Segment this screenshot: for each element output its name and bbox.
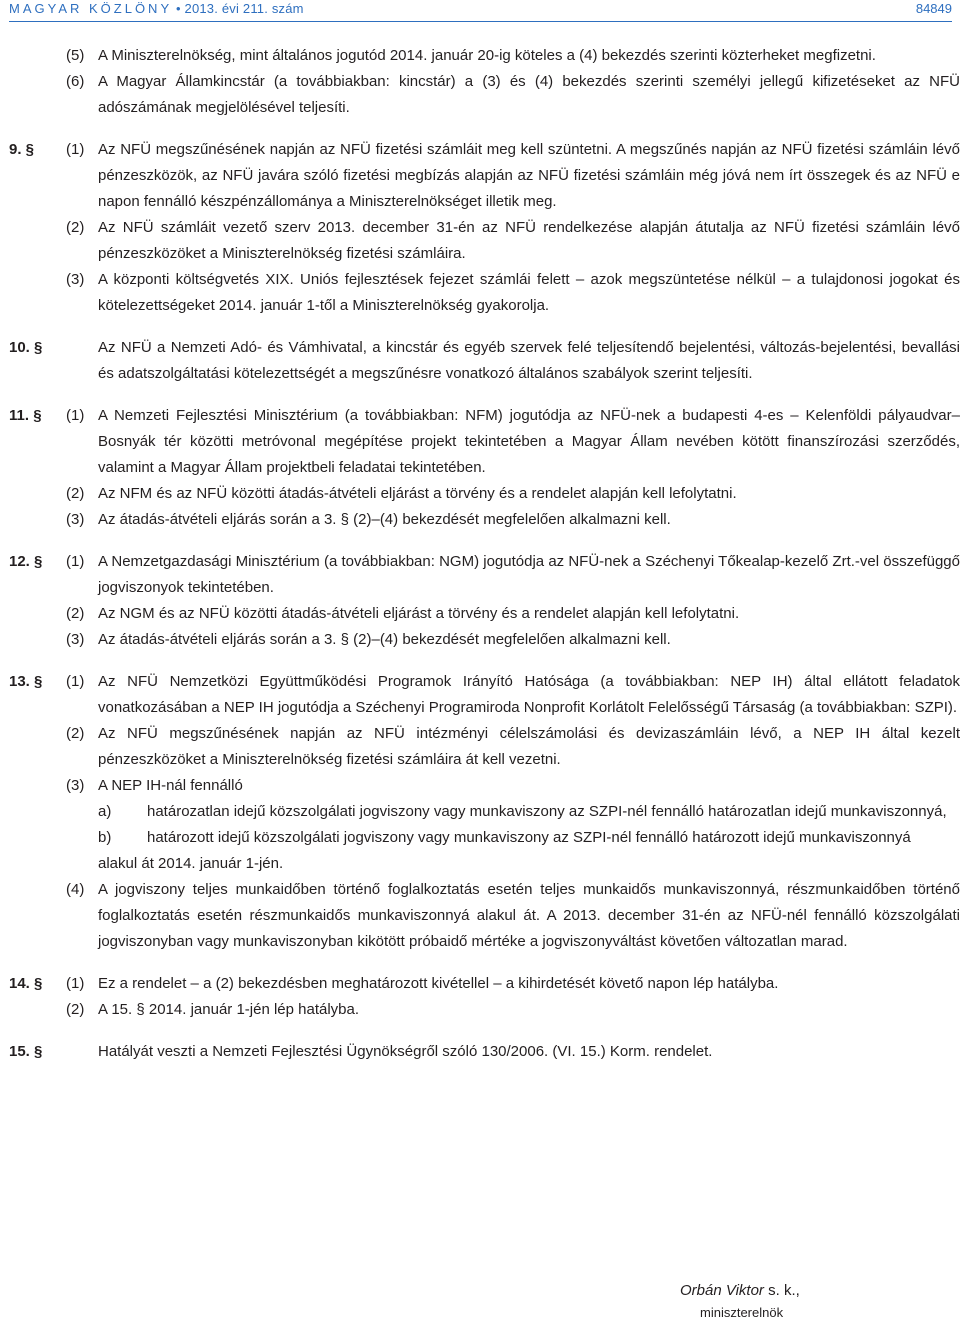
paragraph-text: A Nemzetgazdasági Minisztérium (a továbbiakban: NGM) jogutódja az NFÜ-nek a Széchenyi Tőkealap-kezelő Zrt.-vel összefüggő jogviszonyok tekintetében.: [98, 553, 960, 596]
paragraph-text: A Miniszterelnökség, mint általános jogutód 2014. január 20-ig köteles a (4) bekezdés szerinti közterheket megfizetni.: [98, 47, 876, 64]
document-body: [9, 43, 960, 1065]
signer-role: miniszterelnök: [700, 1305, 784, 1320]
paragraph-text: Hatályát veszti a Nemzeti Fejlesztési Ügynökségről szóló 130/2006. (VI. 15.) Korm. rendelet.: [98, 1043, 713, 1060]
page-number: 84849: [915, 1, 952, 16]
paragraph-tail: alakul át 2014. január 1-jén.: [98, 855, 284, 872]
article-number: 11. §: [9, 407, 42, 424]
paragraph: [9, 1039, 960, 1065]
paragraph-text: Az NFÜ Nemzetközi Együttműködési Programok Irányító Hatósága (a továbbiakban: NEP IH) által ellátott feladatok vonatkozásában a NEP IH jogutódja a Széchenyi Programiroda Nonprofit Korlátolt Felelősségű Társaság (a továbbiakban: SZPI).: [98, 673, 960, 716]
article: [9, 1039, 960, 1065]
paragraph-number: (2): [66, 485, 85, 502]
paragraph-number: (5): [66, 47, 85, 64]
paragraph: [9, 721, 960, 773]
article: [9, 971, 960, 1023]
article-number: 14. §: [9, 975, 43, 992]
page-header: [9, 0, 952, 22]
paragraph: [9, 627, 960, 653]
paragraph: [9, 137, 960, 215]
paragraph-text: Ez a rendelet – a (2) bekezdésben meghatározott kivétellel – a kihirdetését követő napon lép hatályba.: [98, 975, 779, 992]
paragraph-number: (2): [66, 1001, 85, 1018]
signer-name: Orbán Viktor: [680, 1282, 764, 1299]
paragraph-number: (2): [66, 219, 85, 236]
paragraph: [9, 601, 960, 627]
paragraph-text: A Magyar Államkincstár (a továbbiakban: kincstár) a (3) és (4) bekezdés szerinti személyi jellegű kifizetéseket az NFÜ adószámának megjelölésével teljesíti.: [98, 73, 960, 116]
paragraph-number: (3): [66, 777, 85, 794]
paragraph-text: A Nemzeti Fejlesztési Minisztérium (a továbbiakban: NFM) jogutódja az NFÜ-nek a budapesti 4-es – Kelenföldi pályaudvar–Bosnyák tér közötti metróvonal megépítése projekt tekintetében a Magyar Állam nevében kötött finanszírozási szerződés, valamint a Magyar Állam projektbeli feladatai tekintetében.: [98, 407, 960, 476]
paragraph: [9, 773, 960, 799]
paragraph-number: (2): [66, 725, 85, 742]
article-number: 13. §: [9, 673, 43, 690]
paragraph: [9, 69, 960, 121]
article: [9, 669, 960, 955]
paragraph-number: (3): [66, 631, 85, 648]
paragraph: [9, 971, 960, 997]
paragraph: [9, 335, 960, 387]
paragraph-number: (1): [66, 553, 85, 570]
header-journal-info: [9, 1, 304, 16]
paragraph-text: Az NFÜ a Nemzeti Adó- és Vámhivatal, a kincstár és egyéb szervek felé teljesítendő bejelentési, változás-bejelentési, bevallási és adatszolgáltatási kötelezettségét a megszűnésre vonatkozó általános szabályok szerint teljesíti.: [98, 339, 960, 382]
list-item-label: b): [98, 829, 112, 846]
paragraph-number: (2): [66, 605, 85, 622]
paragraph: [9, 215, 960, 267]
paragraph: [9, 877, 960, 955]
paragraph-text: A NEP IH-nál fennálló: [98, 777, 243, 794]
paragraph-text: A 15. § 2014. január 1-jén lép hatályba.: [98, 1001, 360, 1018]
paragraph: [9, 43, 960, 69]
paragraph-number: (4): [66, 881, 85, 898]
header-bullet: •: [175, 1, 181, 16]
article: [9, 335, 960, 387]
list-item-text: határozott idejű közszolgálati jogviszony vagy munkaviszony az SZPI-nél fennálló határozott idejű munkaviszonnyá: [147, 829, 911, 846]
article-number: 12. §: [9, 553, 43, 570]
paragraph-number: (1): [66, 975, 85, 992]
paragraph: [9, 669, 960, 721]
paragraph-number: (1): [66, 673, 85, 690]
paragraph: [9, 549, 960, 601]
list-item: [9, 799, 960, 825]
article-number: 15. §: [9, 1043, 43, 1060]
paragraph-number: (6): [66, 73, 85, 90]
paragraph: [9, 481, 960, 507]
paragraph-text: A jogviszony teljes munkaidőben történő foglalkoztatás esetén teljes munkaidős munkaviszonnyá, részmunkaidőben történő foglalkoztatás esetén részmunkaidős munkaviszonnyá alakul át. A 2013. december 31-én az NFÜ-nél fennálló közszolgálati jogviszonyban vagy munkaviszonyban kikötött próbaidő mértéke a jogviszonyváltást követően változatlan marad.: [98, 881, 960, 950]
paragraph-text: Az NFÜ megszűnésének napján az NFÜ intézményi célelszámolási és devizaszámláin lévő, a NEP IH által kezelt pénzeszközöket a Miniszterelnökség fizetési számláira át kell vezetni.: [98, 725, 960, 768]
article-number: 9. §: [9, 141, 35, 158]
paragraph-number: (1): [66, 407, 85, 424]
paragraph: [9, 267, 960, 319]
header-divider: [9, 21, 952, 22]
paragraph-text: Az NFM és az NFÜ közötti átadás-átvételi eljárást a törvény és a rendelet alapján kell lefolytatni.: [98, 485, 737, 502]
paragraph: [9, 997, 960, 1023]
paragraph-text: A központi költségvetés XIX. Uniós fejlesztések fejezet számlái felett – azok megszüntetése nélkül – a tulajdonosi jogokat és kötelezettségeket 2014. január 1-től a Miniszterelnökség gyakorolja.: [98, 271, 960, 314]
paragraph-number: (1): [66, 141, 85, 158]
article-number: 10. §: [9, 339, 43, 356]
article: [9, 137, 960, 319]
paragraph-text: Az NFÜ megszűnésének napján az NFÜ fizetési számláit meg kell szüntetni. A megszűnés napján az NFÜ fizetési számláin lévő pénzeszközök, az NFÜ javára szóló fizetési megbízás alapján az NFÜ fizetési számláin még jóvá nem írt összegek és az NFÜ e napon fennálló készpénzállománya a Miniszterelnökséget illetik meg.: [98, 141, 960, 210]
issue-number: 2013. évi 211. szám: [184, 1, 304, 16]
paragraph-text: Az átadás-átvételi eljárás során a 3. § (2)–(4) bekezdését megfelelően alkalmazni kell.: [98, 631, 671, 648]
paragraph: [9, 507, 960, 533]
paragraph-text: Az NFÜ számláit vezető szerv 2013. december 31-én az NFÜ rendelkezése alapján átutalja az NFÜ fizetési számláin lévő pénzeszközöket a Miniszterelnökség fizetési számláira.: [98, 219, 960, 262]
list-item: [9, 825, 960, 851]
list-item-text: határozatlan idejű közszolgálati jogviszony vagy munkaviszony az SZPI-nél fennálló határozatlan idejű munkaviszonnyá,: [147, 803, 947, 820]
paragraph-text: Az NGM és az NFÜ közötti átadás-átvételi eljárást a törvény és a rendelet alapján kell lefolytatni.: [98, 605, 740, 622]
article: [9, 403, 960, 533]
paragraph: [9, 403, 960, 481]
paragraph-text: Az átadás-átvételi eljárás során a 3. § (2)–(4) bekezdését megfelelően alkalmazni kell.: [98, 511, 671, 528]
paragraph-number: (3): [66, 271, 85, 288]
signer-suffix: s. k.,: [763, 1282, 800, 1299]
journal-title: MAGYAR KÖZLÖNY: [9, 1, 173, 16]
signature-name: [680, 1282, 800, 1299]
paragraph-number: (3): [66, 511, 85, 528]
list-item-label: a): [98, 803, 112, 820]
article: [9, 549, 960, 653]
